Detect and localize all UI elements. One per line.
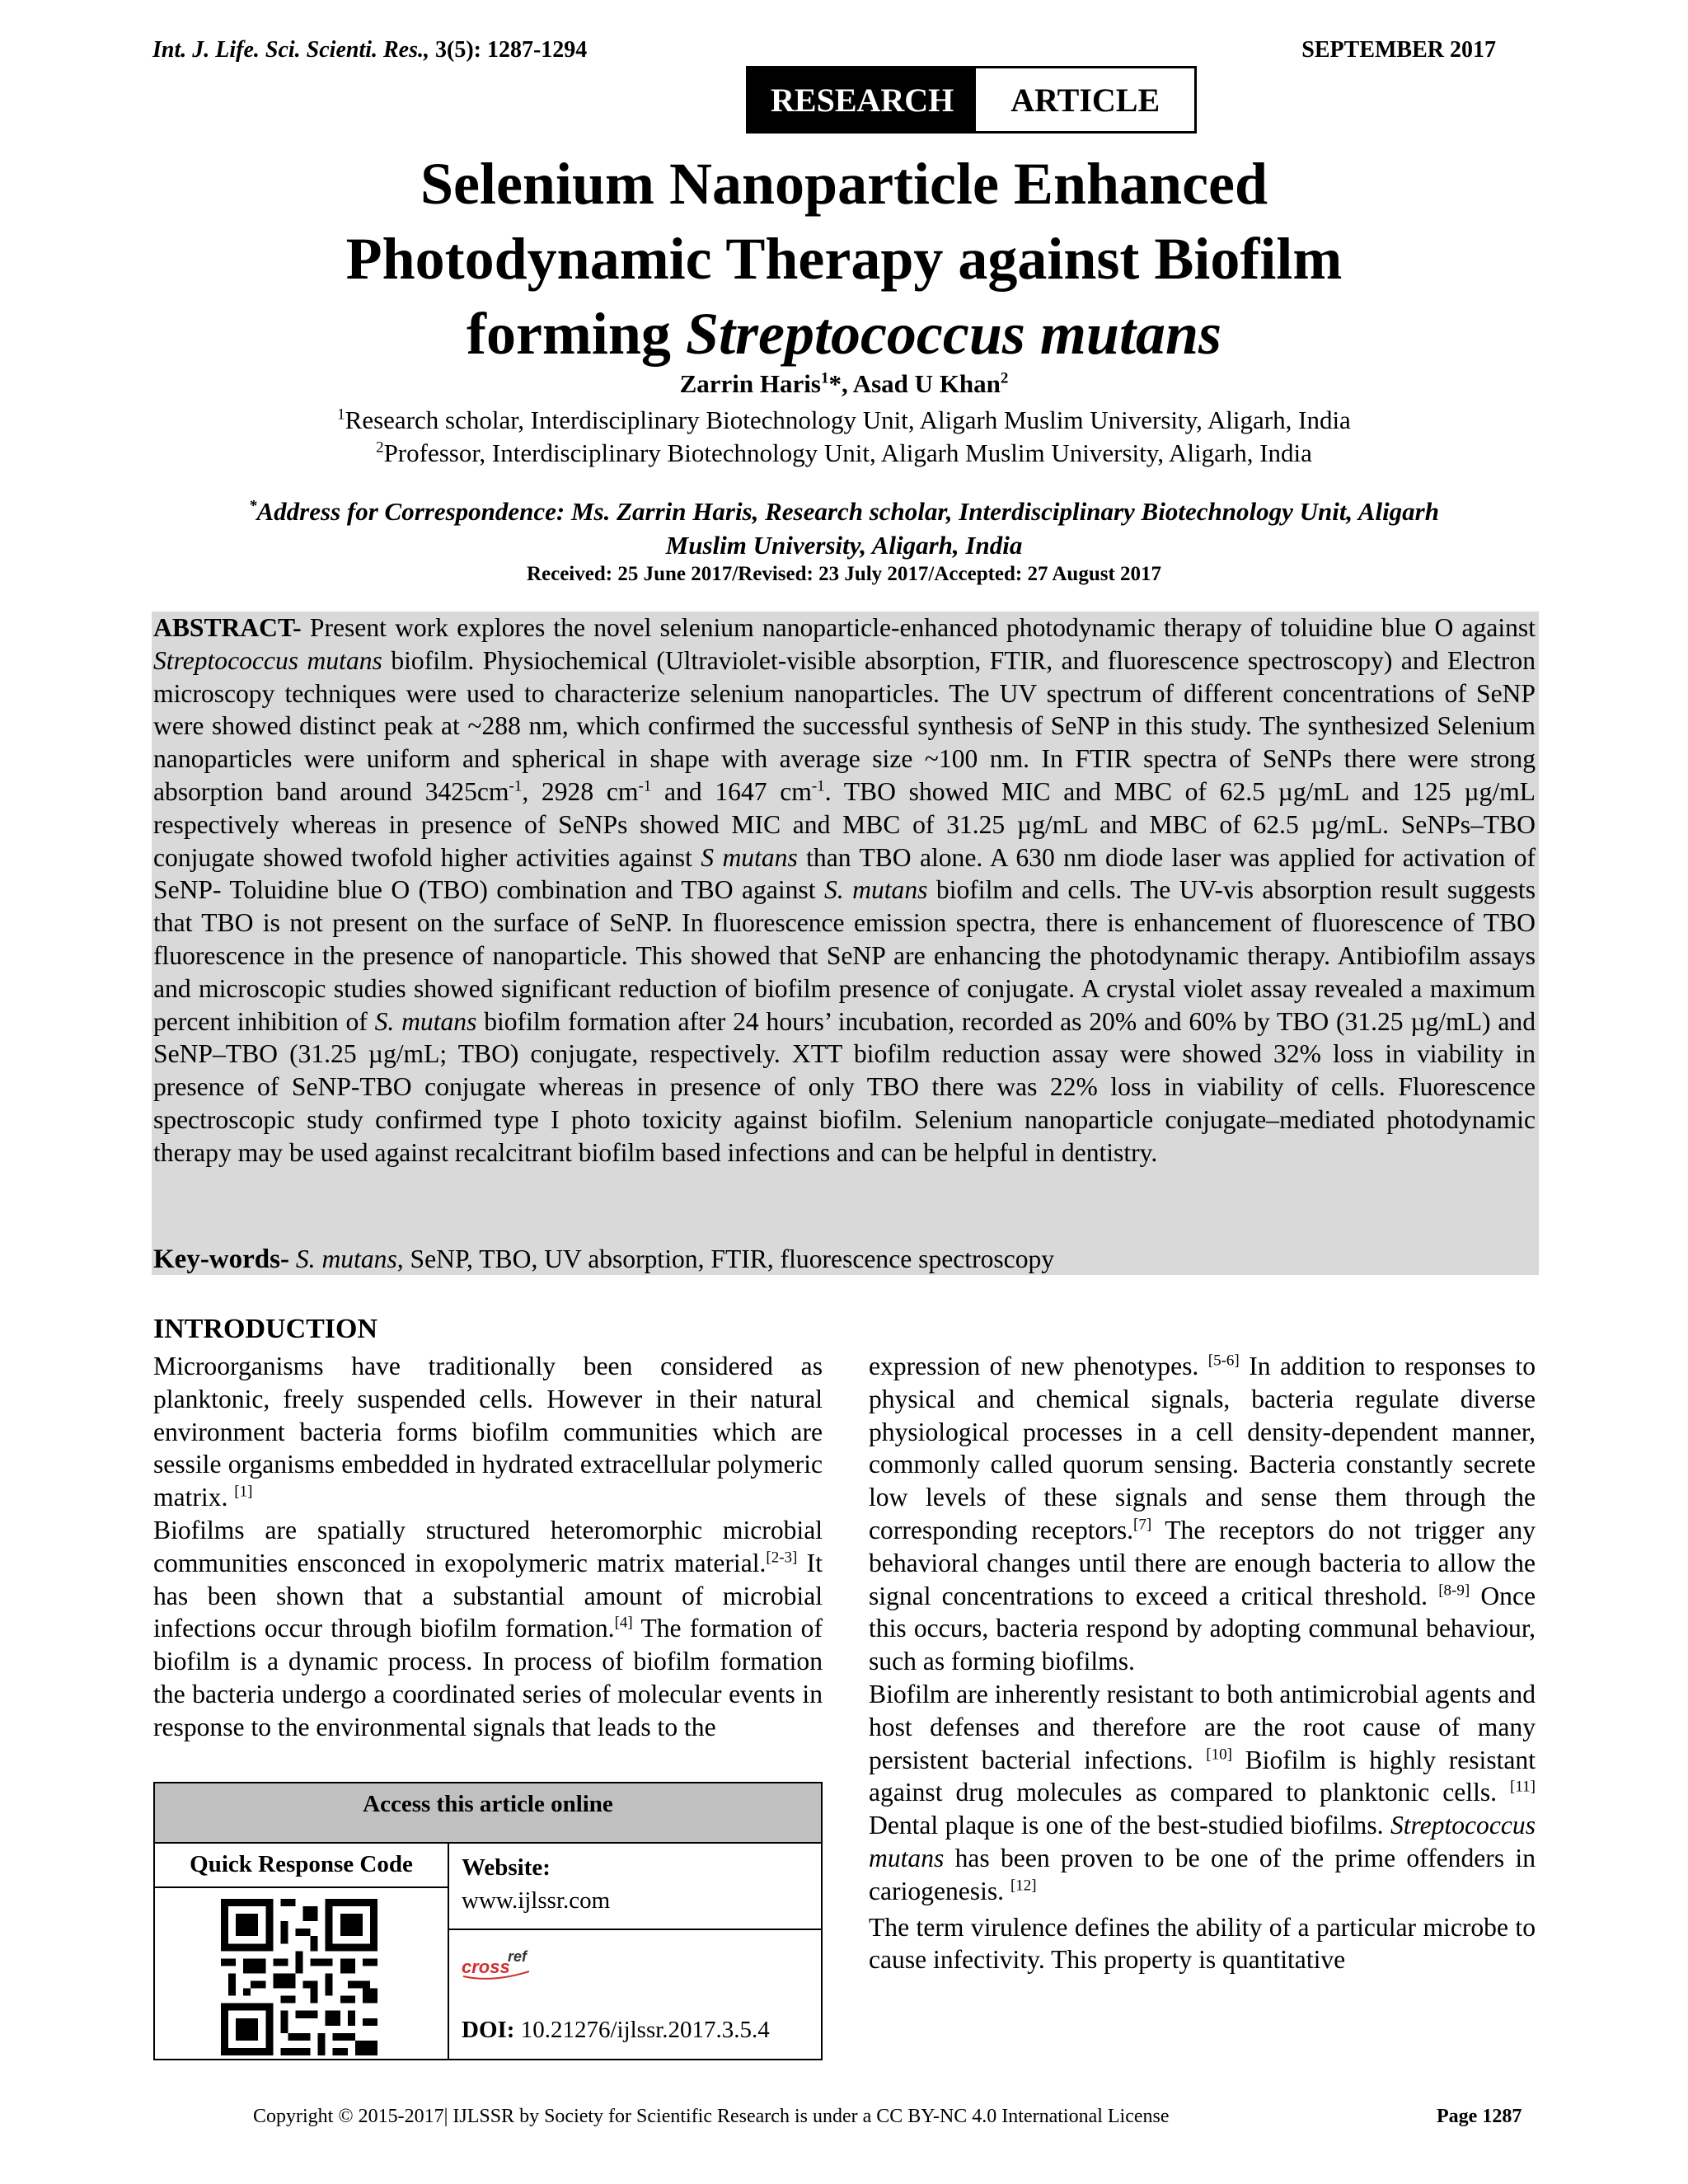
citation-ref[interactable]: [5-6] (1207, 1352, 1240, 1370)
abstract-species-1: Streptococcus mutans (153, 645, 382, 675)
intro-r2-text-b: Biofilm is highly resistant against drug molecules as compared to planktonic cells. (869, 1745, 1536, 1807)
correspondence-marker: * (249, 497, 257, 515)
title-line-1: Selenium Nanoparticle Enhanced (420, 151, 1268, 217)
author-1: Zarrin Haris (679, 369, 821, 398)
section-heading-introduction: INTRODUCTION (153, 1314, 378, 1344)
keywords-species: S. mutans (288, 1244, 397, 1273)
abstract-text-7: biofilm and cells. The UV-vis absorption result suggests that TBO is not present on the surface of SeNP. In fluorescence emission spectra, there is enhancement of fluorescence of TBO fluorescence in the presence of nanoparticle. This showed that SeNP are enhancing the photodynamic therapy. Antibiofilm assays and microscopic studies showed significant reduction of biofilm presence of conjugate. A crystal violet assay revealed a maximum percent inhibition of (153, 875, 1536, 1036)
abstract-species-3: S. mutans (823, 875, 928, 905)
abstract (153, 612, 1536, 1169)
intro-paragraph-5: The term virulence defines the ability of a particular microbe to cause infectivity. This property is quantitative (869, 1912, 1536, 1975)
website-label: Website: (462, 1854, 551, 1881)
affiliation-2 (0, 438, 1688, 468)
abstract-text-3: , 2928 cm (522, 776, 639, 806)
correspondence-line-1 (169, 494, 1519, 528)
title-line-3-prefix: forming (466, 301, 686, 367)
doi-label: DOI: (462, 2017, 515, 2043)
badge-article: ARTICLE (976, 68, 1194, 131)
affiliation-1-text: Research scholar, Interdisciplinary Biotechnology Unit, Aligarh Muslim University, Aligarh, India (345, 405, 1351, 434)
correspondence-line-2: Muslim University, Aligarh, India (665, 531, 1023, 560)
table-divider (448, 1844, 449, 2060)
svg-text:ref: ref (508, 1948, 528, 1965)
intro-r2-text-c: Dental plaque is one of the best-studied biofilms. (869, 1811, 1390, 1840)
citation-ref[interactable]: [2-3] (766, 1549, 798, 1567)
access-online-box (153, 1782, 823, 2060)
citation-ref[interactable]: [4] (614, 1614, 633, 1632)
access-heading: Access this article online (155, 1783, 821, 1844)
abstract-sup-1: -1 (509, 777, 523, 795)
article-type-badge (746, 66, 1197, 134)
title-species: Streptococcus mutans (685, 301, 1222, 367)
abstract-text-6: than TBO alone. A 630 nm diode laser was applied for activation of SeNP- Toluidine blue O (TBO) combination and TBO against (153, 842, 1536, 905)
citation-ref[interactable]: [1] (234, 1483, 253, 1501)
keywords-label: Key-words- (153, 1244, 289, 1274)
intro-r2-text-d: has been proven to be one of the prime offenders in cariogenesis. (869, 1843, 1536, 1905)
doi-value: 10.21276/ijlssr.2017.3.5.4 (514, 2017, 770, 2043)
citation-ref[interactable]: [10] (1206, 1746, 1232, 1764)
affiliation-2-text: Professor, Interdisciplinary Biotechnology Unit, Aligarh Muslim University, Aligarh, India (383, 438, 1312, 467)
abstract-sup-3: -1 (811, 777, 825, 795)
abstract-text-5: . TBO showed MIC and MBC of 62.5 µg/mL and 125 µg/mL respectively whereas in presence of SeNPs showed MIC and MBC of 31.25 µg/mL and MBC of 62.5 µg/mL. SeNPs–TBO conjugate showed twofold higher activities against (153, 776, 1536, 872)
copyright-footer: Copyright © 2015-2017| IJLSSR by Society for Scientific Research is under a CC BY-NC 4.0 International License (253, 2106, 1170, 2127)
abstract-text-4: and 1647 cm (651, 776, 812, 806)
table-divider (449, 1929, 821, 1930)
title-line-2: Photodynamic Therapy against Biofilm (345, 226, 1343, 292)
doi[interactable] (462, 2017, 770, 2044)
abstract-sup-2: -1 (638, 777, 652, 795)
author-1-mark: *, (828, 369, 853, 398)
intro-paragraph-1 (153, 1350, 823, 1514)
intro-p1-text: Microorganisms have traditionally been considered as planktonic, freely suspended cells. However in their natural environment bacteria forms biofilm communities which are sessile organisms embedded in hydrated extracellular polymeric matrix. (153, 1352, 823, 1512)
citation-ref[interactable]: [12] (1010, 1877, 1037, 1895)
affiliation-2-marker: 2 (376, 438, 384, 457)
affiliation-1 (0, 405, 1688, 435)
journal-citation (152, 37, 587, 63)
journal-volume: 3(5): 1287-1294 (429, 37, 588, 63)
intro-right-column (869, 1350, 1536, 1976)
abstract-species-2: S mutans (701, 842, 798, 872)
paper-title (165, 147, 1523, 372)
correspondence-line-1-text: Address for Correspondence: Ms. Zarrin Haris, Research scholar, Interdisciplinary Biotechnology Unit, Aligarh (256, 497, 1439, 526)
author-2-affil: 2 (1000, 369, 1009, 387)
page-number: Page 1287 (1437, 2106, 1522, 2127)
intro-r1-text-a: expression of new phenotypes. (869, 1352, 1208, 1380)
abstract-text-1: Present work explores the novel selenium nanoparticle-enhanced photodynamic therapy of toluidine blue O against (301, 613, 1536, 642)
submission-dates: Received: 25 June 2017/Revised: 23 July 2017/Accepted: 27 August 2017 (526, 563, 1162, 585)
intro-r1-text-d: Once this occurs, bacteria respond by adopting communal behaviour, such as forming biofilms. (869, 1581, 1536, 1676)
abstract-text-8: biofilm formation after 24 hours’ incubation, recorded as 20% and 60% by TBO (31.25 µg/mL) and SeNP–TBO (31.25 µg/mL; TBO) conjugate, respectively. XTT biofilm reduction assay were showed 32% loss in viability in presence of SeNP-TBO conjugate whereas in presence of only TBO there was 22% loss in viability of cells. Fluorescence spectroscopic study confirmed type I photo toxicity against biofilm. Selenium nanoparticle conjugate–mediated photodynamic therapy may be used against recalcitrant biofilm based infections and can be helpful in dentistry. (153, 1006, 1536, 1167)
intro-paragraph-2 (153, 1514, 823, 1744)
abstract-label: ABSTRACT- (153, 613, 302, 642)
abstract-text-2: biofilm. Physiochemical (Ultraviolet-visible absorption, FTIR, and fluorescence spectroscopy) and Electron microscopy techniques were used to characterize selenium nanoparticles. The UV spectrum of different concentrations of SeNP were showed distinct peak at ~288 nm, which confirmed the successful synthesis of SeNP in this study. The synthesized Selenium nanoparticles were uniform and spherical in shape with average size ~100 nm. In FTIR spectra of SeNPs there were strong absorption band around 3425cm (153, 645, 1536, 806)
intro-p2-text-a: Biofilms are spatially structured heteromorphic microbial communities ensconced in exopolymeric matrix material. (153, 1515, 823, 1577)
qr-code-icon[interactable] (221, 1899, 377, 2055)
keywords-list: , SeNP, TBO, UV absorption, FTIR, fluorescence spectroscopy (396, 1244, 1055, 1273)
intro-p2-text-b: It has been shown that a substantial amount of microbial infections occur through biofilm formation. (153, 1548, 823, 1643)
issue-date: SEPTEMBER 2017 (1301, 37, 1496, 63)
intro-paragraph-3 (869, 1350, 1536, 1678)
affiliation-1-marker: 1 (337, 405, 345, 424)
intro-left-column (153, 1350, 823, 1744)
intro-r1-text-c: The receptors do not trigger any behavioral changes until there are enough bacteria to allow the signal concentrations to exceed a critical threshold. (869, 1515, 1536, 1610)
citation-ref[interactable]: [7] (1133, 1516, 1152, 1534)
svg-text:cross: cross (462, 1957, 510, 1977)
citation-ref[interactable]: [11] (1510, 1778, 1536, 1796)
citation-ref[interactable]: [8-9] (1438, 1582, 1470, 1600)
intro-p2-text-c: The formation of biofilm is a dynamic process. In process of biofilm formation the bacteria undergo a coordinated series of molecular events in response to the environmental signals that leads to the (153, 1614, 823, 1741)
correspondence-address (169, 494, 1519, 562)
author-1-affil: 1 (820, 369, 829, 387)
journal-name: Int. J. Life. Sci. Scienti. Res., (152, 37, 429, 63)
crossref-logo-icon[interactable] (460, 1947, 534, 1980)
author-2: Asad U Khan (852, 369, 1001, 398)
intro-r1-text-b: In addition to responses to physical and chemical signals, bacteria regulate diverse physiological processes in a cell density-dependent manner, commonly called quorum sensing. Bacteria constantly secrete low levels of these signals and sense them through the corresponding receptors. (869, 1352, 1536, 1544)
intro-r2-text-a: Biofilm are inherently resistant to both antimicrobial agents and host defenses and therefore are the root cause of many persistent bacterial infections. (869, 1679, 1536, 1774)
intro-paragraph-4 (869, 1678, 1536, 1908)
abstract-species-4: S. mutans (374, 1006, 477, 1036)
intro-species: Streptococcus mutans (869, 1811, 1536, 1872)
author-list (0, 369, 1688, 399)
keywords (153, 1243, 1536, 1276)
badge-research: RESEARCH (748, 68, 976, 131)
title-line-3 (165, 297, 1523, 372)
qr-label: Quick Response Code (155, 1844, 448, 1888)
website-link[interactable]: www.ijlssr.com (462, 1887, 611, 1914)
